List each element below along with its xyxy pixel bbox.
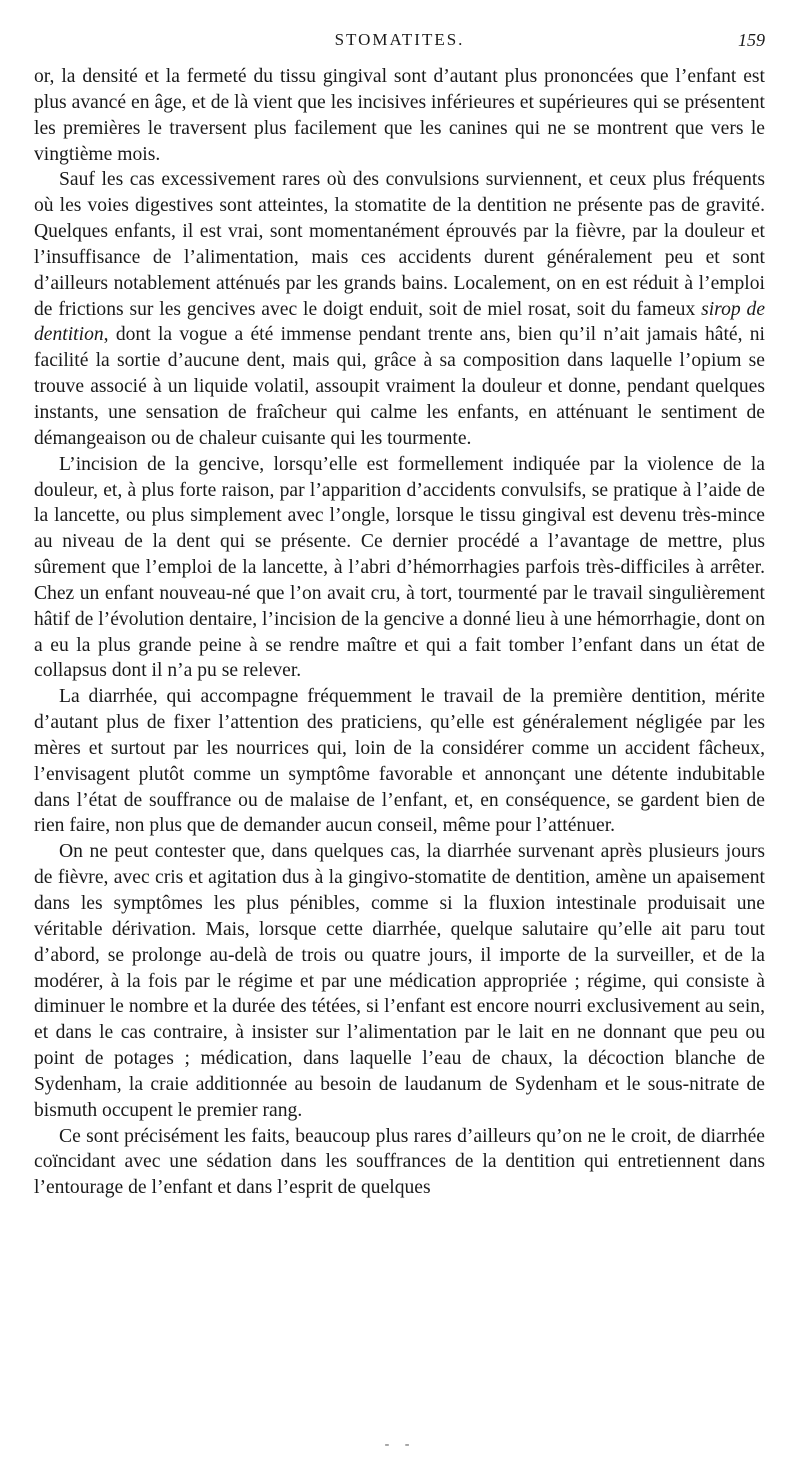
paragraph: On ne peut contester que, dans quelques cas, la diarrhée survenant après plusieurs jours de fièvre, avec cris et agitation dus à la gingivo-stomatite de dentition, amène un apaisement dans les symptômes les plus pénibles, comme si la fluxion intestinale produisait une véritable dérivation. Mais, lorsque cette diarrhée, quelque salutaire qu’elle ait paru tout d’abord, se prolonge au-delà de trois ou quatre jours, il importe de la surveiller, et de la modérer, à la fois par le régime et par une médication appropriée ; régime, qui consiste à diminuer le nombre et la durée des tétées, si l’enfant est encore nourri exclusivement au sein, et dans le cas contraire, à insister sur l’alimentation par le lait en ne donnant que peu ou point de potages ; médication, dans laquelle l’eau de chaux, la décoction blanche de Sydenham, la craie additionnée au besoin de laudanum de Sydenham et le sous-nitrate de bismuth occupent le premier rang. <box>34 841 765 1121</box>
paragraph: La diarrhée, qui accompagne fréquemment le travail de la première dentition, mérite d’autant plus de fixer l’attention des praticiens, qu’elle est généralement négligée par les mères et surtout par les nourrices qui, loin de la considérer comme un accident fâcheux, l’envisagent plutôt comme un symptôme favorable et annonçant une détente indubitable dans l’état de souffrance ou de malaise de l’enfant, et, en conséquence, se gardent bien de rien faire, non plus que de demander aucun conseil, même pour l’atténuer. <box>34 686 765 837</box>
running-title: STOMATITES. <box>334 30 465 49</box>
body-text <box>34 64 765 1201</box>
emphasized-term: sirop de dentition <box>34 298 766 346</box>
page-header <box>34 30 765 64</box>
paragraph: L’incision de la gencive, lorsqu’elle est formellement indiquée par la violence de la douleur, et, à plus forte raison, par l’apparition d’accidents convulsifs, se pratique à l’aide de la lancette, ou plus simplement avec l’ongle, lorsque le tissu gingival est devenu très-mince au niveau de la dent qui se présente. Ce dernier procédé a l’avantage de mettre, plus sûrement que l’emploi de la lancette, à l’abri d’hémorrhagies parfois très-difficiles à arrêter. Chez un enfant nouveau-né que l’on avait cru, à tort, tourmenté par le travail singulièrement hâtif de l’évolution dentaire, l’incision de la gencive a donné lieu à une hémorrhagie, dont on a eu la plus grande peine à se rendre maître et qui a fait tomber l’enfant dans un état de collapsus dont il n’a pu se relever. <box>34 453 765 682</box>
page-number: 159 <box>738 30 765 50</box>
paragraph: Ce sont précisément les faits, beaucoup plus rares d’ailleurs qu’on ne le croit, de diarrhée coïncidant avec une sédation dans les souffrances de la dentition qui entretiennent dans l’entourage de l’enfant et dans l’esprit de quelques <box>34 1125 765 1199</box>
paragraph <box>34 167 765 451</box>
paragraph-text: Sauf les cas excessivement rares où des convulsions surviennent, et ceux plus fréquents où les voies digestives sont atteintes, la stomatite de la dentition ne présente pas de gravité. Quelques enfants, il est vrai, sont momentanément éprouvés par la fièvre, par la douleur et l’insuffisance de l’alimentation, mais ces accidents durent généralement peu et sont d’ailleurs notablement atténués par les grands bains. Localement, on en est réduit à l’emploi de frictions sur les gencives avec le doigt enduit, soit de miel rosat, soit du fameux <box>34 169 765 320</box>
page-footer-mark: - - <box>384 1437 416 1452</box>
paragraph-continuation: or, la densité et la fermeté du tissu gingival sont d’autant plus prononcées que l’enfant est plus avancé en âge, et de là vient que les incisives inférieures et supérieures qui se présentent les premières le traversent plus facilement que les canines qui ne se montrent que vers le vingtième mois. <box>34 66 765 165</box>
paragraph-text: , dont la vogue a été immense pendant trente ans, bien qu’il n’ait jamais hâté, ni facilité la sortie d’aucune dent, mais qui, grâce à sa composition dans laquelle l’opium se trouve associé à un liquide volatil, assoupit vraiment la douleur et donne, pendant quelques instants, une sensation de fraîcheur qui calme les enfants, en atténuant le sentiment de démangeaison ou de chaleur cuisante qui les tourmente. <box>34 324 765 449</box>
